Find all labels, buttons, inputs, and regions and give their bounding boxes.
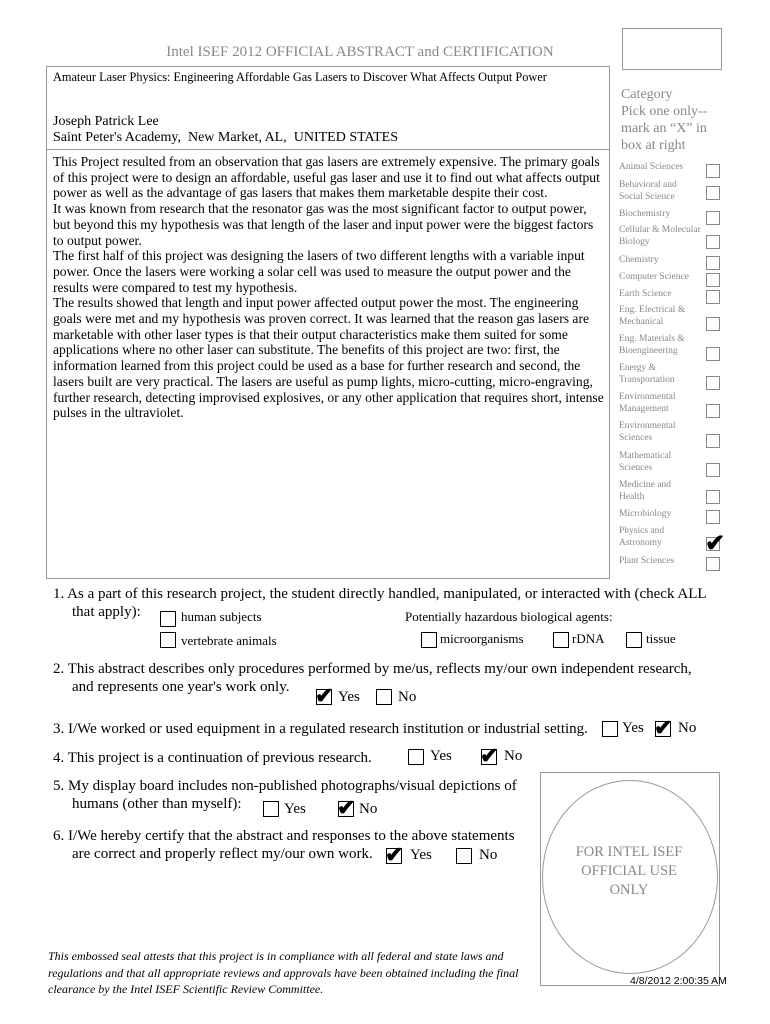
project-title: Amateur Laser Physics: Engineering Affordable Gas Lasers to Discover What Affects Output Power [53, 70, 547, 84]
category-label: Medicine and Health [619, 480, 671, 502]
q5-no-checkmark: ✔ [337, 795, 356, 820]
q2-no-label: No [398, 689, 417, 705]
category-checkbox[interactable] [706, 463, 720, 477]
category-label: Mathematical Sciences [619, 451, 672, 473]
abstract-paragraph: The results showed that length and input power affected output power the most. The engineering goals were met and my hypothesis was proven correct. It was learned that the reason gas lasers are marketable with other laser types is that their output characteristics make them suited for some applications where no other laser can substitute. The benefits of this project are two: first, the information learned from this project could be used as a base for further research and second, the lasers built are very practical. The lasers are useful as pump lights, micro-cutting, micro-engraving, further research, detecting improvised explosives, or any other application that requires short, intense pulses in the ultraviolet. [53, 295, 604, 421]
q4-no-label: No [504, 748, 523, 764]
q6-no-checkbox[interactable] [456, 848, 472, 864]
category-label: Earth Science [619, 289, 672, 299]
official-use-label: FOR INTEL ISEF OFFICIAL USE ONLY [575, 844, 683, 898]
human-subjects-label: human subjects [181, 609, 262, 624]
abstract-paragraph: This Project resulted from an observation that gas lasers are extremely expensive. The primary goals of this project were to design an affordable, useful gas laser and use it to find out what affects output power as well as the advantage of gas lasers that makes them marketable despite their cost. [53, 154, 600, 201]
category-checkbox[interactable] [706, 347, 720, 361]
category-checkbox[interactable] [706, 434, 720, 448]
q3-text: 3. I/We worked or used equipment in a regulated research institution or industrial setting. [53, 721, 588, 737]
q3-yes-checkbox[interactable] [602, 721, 618, 737]
abstract-paragraph: It was known from research that the resonator gas was the most significant factor to output power, but beyond this my hypothesis was that length of the laser and input power were the biggest factors to output power. [53, 201, 594, 248]
category-label: Environmental Management [619, 392, 676, 414]
rdna-label: rDNA [572, 631, 605, 646]
q5-no-label: No [359, 801, 378, 817]
q4-text: 4. This project is a continuation of previous research. [53, 750, 372, 766]
microorganisms-label: microorganisms [440, 631, 524, 646]
category-label: Computer Science [619, 272, 689, 282]
q3-yes-label: Yes [622, 720, 644, 736]
rdna-checkbox[interactable] [553, 632, 569, 648]
abstract-text [53, 154, 605, 421]
category-checkbox[interactable] [706, 376, 720, 390]
q6-text-line2: are correct and properly reflect my/our own work. [72, 846, 373, 862]
category-checkbox[interactable] [706, 404, 720, 418]
category-checkbox[interactable] [706, 273, 720, 287]
seal-note: This embossed seal attests that this project is in compliance with all federal and state laws and regulations and that all appropriate reviews and approvals have been obtained including the final clearance by the Intel ISEF Scientific Review Committee. [48, 949, 519, 996]
official-stamp-box [622, 28, 722, 70]
category-checkbox[interactable] [706, 235, 720, 249]
category-label: Animal Sciences [619, 162, 684, 172]
q2-text-line2: and represents one year's work only. [72, 679, 290, 695]
q6-text-line1: 6. I/We hereby certify that the abstract and responses to the above statements [53, 828, 515, 844]
category-label: Plant Sciences [619, 556, 675, 566]
school-info: Saint Peter's Academy, New Market, AL, UNITED STATES [53, 130, 398, 145]
q2-yes-label: Yes [338, 689, 360, 705]
student-name: Joseph Patrick Lee [53, 114, 159, 129]
vertebrate-animals-label: vertebrate animals [181, 633, 277, 648]
bio-agents-header: Potentially hazardous biological agents: [405, 609, 613, 624]
q2-no-checkbox[interactable] [376, 689, 392, 705]
q6-yes-checkmark: ✔ [385, 842, 404, 867]
q6-yes-label: Yes [410, 847, 432, 863]
category-label: Biochemistry [619, 209, 671, 219]
microorganisms-checkbox[interactable] [421, 632, 437, 648]
q4-yes-label: Yes [430, 748, 452, 764]
q1-text-line2: that apply): [72, 604, 141, 620]
form-title: Intel ISEF 2012 OFFICIAL ABSTRACT and CERTIFICATION [166, 44, 554, 60]
category-checkmark: ✔ [705, 531, 726, 557]
q3-no-checkmark: ✔ [654, 715, 673, 740]
category-label: Cellular & Molecular Biology [619, 225, 701, 247]
q2-text-line1: 2. This abstract describes only procedures performed by me/us, reflects my/our own independent research, [53, 661, 692, 677]
abstract-divider [46, 149, 609, 150]
category-checkbox[interactable] [706, 490, 720, 504]
category-instructions: Category Pick one only-- mark an “X” in box at right [621, 87, 708, 153]
category-label: Eng. Electrical & Mechanical [619, 305, 686, 327]
category-label: Chemistry [619, 255, 659, 265]
human-subjects-checkbox[interactable] [160, 611, 176, 627]
q5-text-line1: 5. My display board includes non-published photographs/visual depictions of [53, 778, 517, 794]
category-checkbox[interactable] [706, 317, 720, 331]
category-checkbox[interactable] [706, 557, 720, 571]
category-label: Behavioral and Social Science [619, 180, 677, 202]
abstract-paragraph: The first half of this project was designing the lasers of two different lengths with a variable input power. Once the lasers were working a solar cell was used to measure the output power and the results were compared to test my hypothesis. [53, 248, 585, 295]
category-checkbox[interactable] [706, 256, 720, 270]
q6-no-label: No [479, 847, 498, 863]
q5-yes-checkbox[interactable] [263, 801, 279, 817]
category-checkbox[interactable] [706, 290, 720, 304]
category-checkbox[interactable] [706, 186, 720, 200]
category-label: Eng. Materials & Bioengineering [619, 334, 685, 356]
q4-yes-checkbox[interactable] [408, 749, 424, 765]
q5-text-line2: humans (other than myself): [72, 796, 242, 812]
category-checkbox[interactable] [706, 164, 720, 178]
timestamp: 4/8/2012 2:00:35 AM [630, 975, 727, 987]
q5-yes-label: Yes [284, 801, 306, 817]
q1-text-line1: 1. As a part of this research project, the student directly handled, manipulated, or interacted with (check ALL [53, 586, 707, 602]
tissue-label: tissue [646, 631, 676, 646]
category-label: Microbiology [619, 509, 672, 519]
category-label: Environmental Sciences [619, 421, 676, 443]
q3-no-label: No [678, 720, 697, 736]
vertebrate-animals-checkbox[interactable] [160, 632, 176, 648]
category-checkbox[interactable] [706, 211, 720, 225]
q4-no-checkmark: ✔ [480, 743, 499, 768]
q2-yes-checkmark: ✔ [315, 683, 334, 708]
tissue-checkbox[interactable] [626, 632, 642, 648]
category-label: Physics and Astronomy [619, 526, 665, 548]
category-checkbox[interactable] [706, 510, 720, 524]
category-label: Energy & Transportation [619, 363, 675, 385]
